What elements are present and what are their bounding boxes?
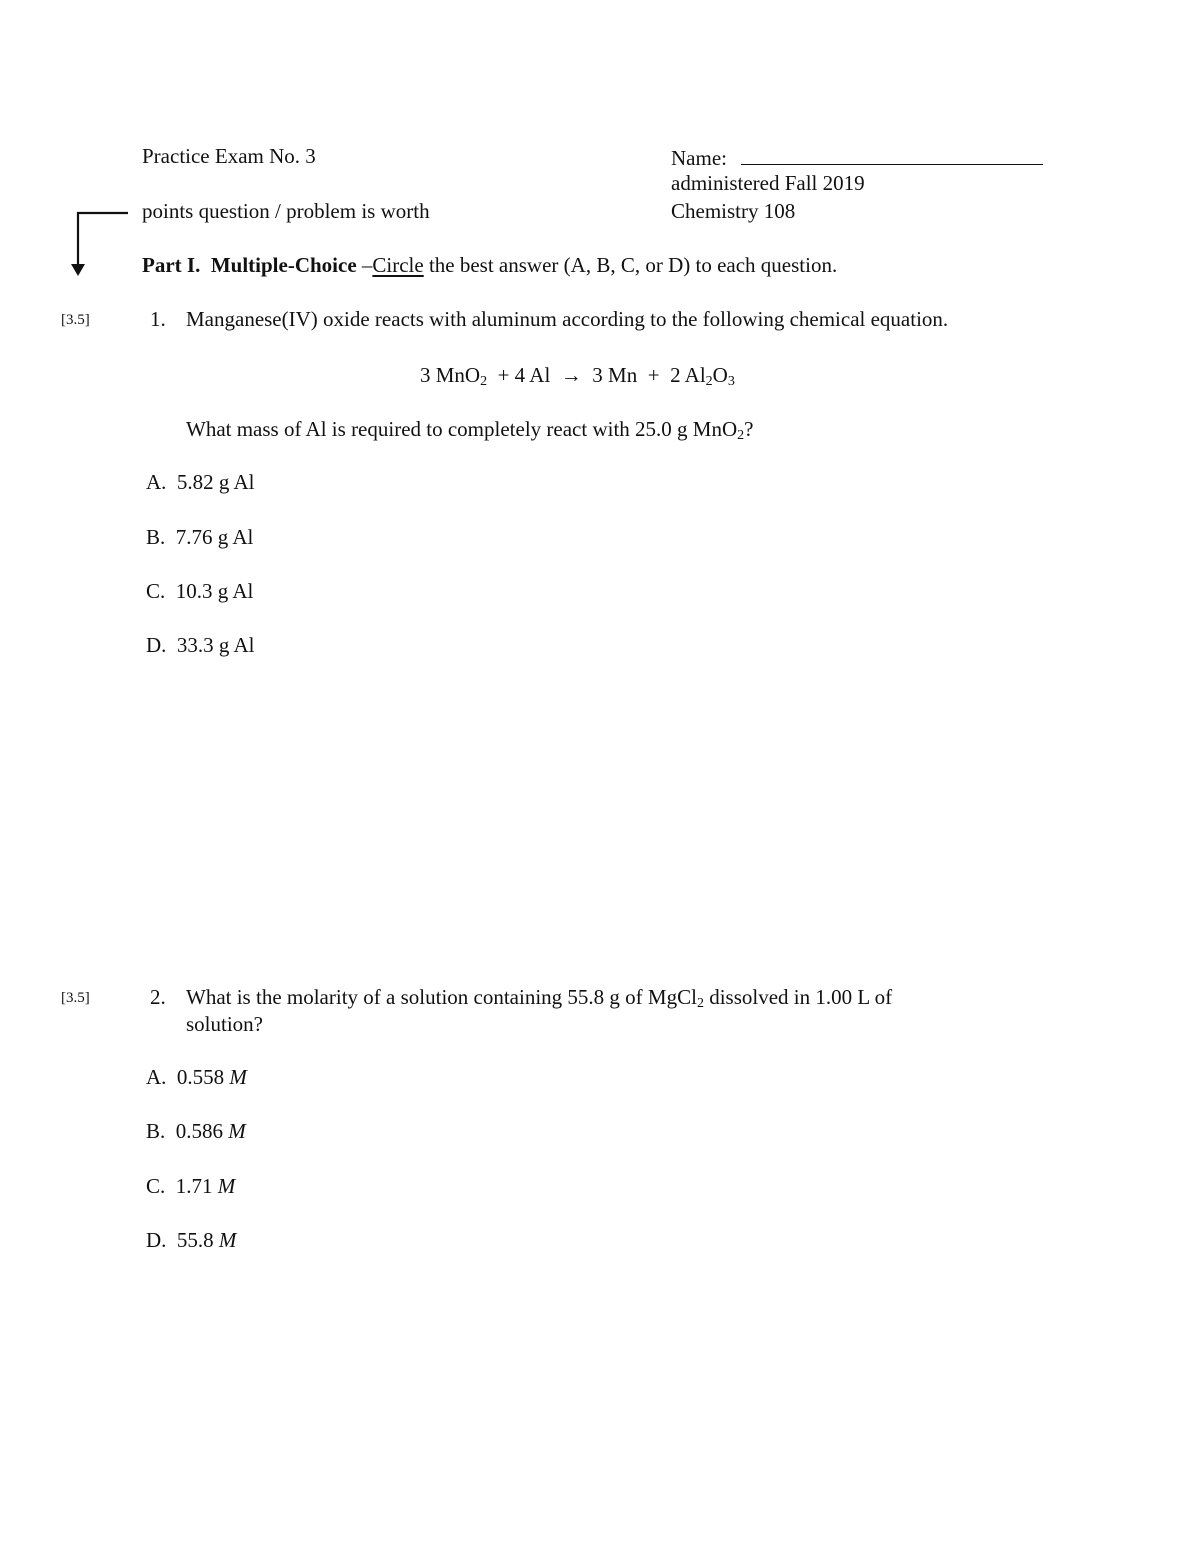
q2-text	[186, 985, 893, 1011]
instruction-text: the best answer (A, B, C, or D) to each question.	[428, 253, 838, 277]
q1-question-sub: 2	[737, 428, 745, 443]
option-unit: M	[228, 1119, 246, 1143]
circle-word: Circle	[372, 253, 424, 277]
option-letter: C.	[146, 579, 166, 603]
part-label: Part I.	[142, 253, 201, 277]
q2-number: 2.	[150, 985, 166, 1009]
q2-text-end: dissolved in 1.00 L of	[703, 985, 893, 1009]
option-letter: D.	[146, 1228, 167, 1252]
option-value: 0.586	[175, 1119, 224, 1143]
administered-date: administered Fall 2019	[671, 171, 865, 195]
option-text: 5.82 g Al	[176, 470, 255, 494]
q2-option-d[interactable]	[146, 1230, 236, 1251]
q2-text-start: What is the molarity of a solution containing 55.8 g of MgCl	[186, 985, 697, 1009]
part1-instruction	[142, 255, 837, 276]
option-text: 10.3 g Al	[175, 579, 254, 603]
option-unit: M	[218, 1228, 237, 1252]
name-blank-line	[741, 146, 1043, 165]
part-type: Multiple-Choice	[210, 253, 357, 277]
option-letter: B.	[146, 525, 166, 549]
eq-oxygen: O	[712, 363, 728, 387]
q2-points: [3.5]	[61, 990, 90, 1006]
part-dash: –	[361, 253, 373, 277]
q1-question-mark: ?	[744, 417, 754, 441]
option-letter: B.	[146, 1119, 166, 1143]
option-letter: A.	[146, 470, 167, 494]
q1-question-text: What mass of Al is required to completely react with 25.0 g MnO	[186, 417, 738, 441]
eq-sub-3: 3	[727, 374, 735, 389]
eq-plus: +	[647, 363, 660, 387]
option-unit: M	[229, 1065, 247, 1089]
q1-option-d[interactable]	[146, 635, 255, 656]
eq-product-1: 3 Mn	[592, 363, 638, 387]
points-note: points question / problem is worth	[142, 199, 430, 223]
q2-option-a[interactable]	[146, 1067, 247, 1088]
q1-question	[186, 417, 754, 443]
course-name: Chemistry 108	[671, 199, 796, 223]
option-letter: C.	[146, 1174, 166, 1198]
eq-sub-2: 2	[705, 374, 713, 389]
option-unit: M	[217, 1174, 236, 1198]
name-label: Name:	[671, 146, 727, 170]
option-value: 55.8	[176, 1228, 214, 1252]
q1-option-c[interactable]	[146, 581, 253, 602]
eq-arrow: →	[560, 363, 582, 387]
option-value: 1.71	[175, 1174, 213, 1198]
q2-option-c[interactable]	[146, 1176, 235, 1197]
option-text: 33.3 g Al	[176, 633, 255, 657]
option-letter: D.	[146, 633, 167, 657]
q1-text: Manganese(IV) oxide reacts with aluminum according to the following chemical equation.	[186, 307, 949, 331]
option-value: 0.558	[176, 1065, 225, 1089]
eq-reactant-1: 3 MnO	[420, 363, 481, 387]
q1-points: [3.5]	[61, 312, 90, 328]
eq-reactant-2: + 4 Al	[497, 363, 551, 387]
q2-option-b[interactable]	[146, 1121, 246, 1142]
exam-title: Practice Exam No. 3	[142, 144, 316, 168]
down-arrow-icon	[60, 200, 130, 280]
option-letter: A.	[146, 1065, 167, 1089]
eq-sub-1: 2	[480, 374, 488, 389]
q1-number: 1.	[150, 307, 166, 331]
eq-product-2: 2 Al	[670, 363, 706, 387]
q1-equation	[420, 363, 735, 389]
q2-text-line2: solution?	[186, 1012, 263, 1036]
option-text: 7.76 g Al	[175, 525, 254, 549]
q1-option-a[interactable]	[146, 472, 255, 493]
q1-option-b[interactable]	[146, 527, 253, 548]
name-field	[671, 146, 1043, 169]
q2-text-sub: 2	[696, 996, 704, 1011]
